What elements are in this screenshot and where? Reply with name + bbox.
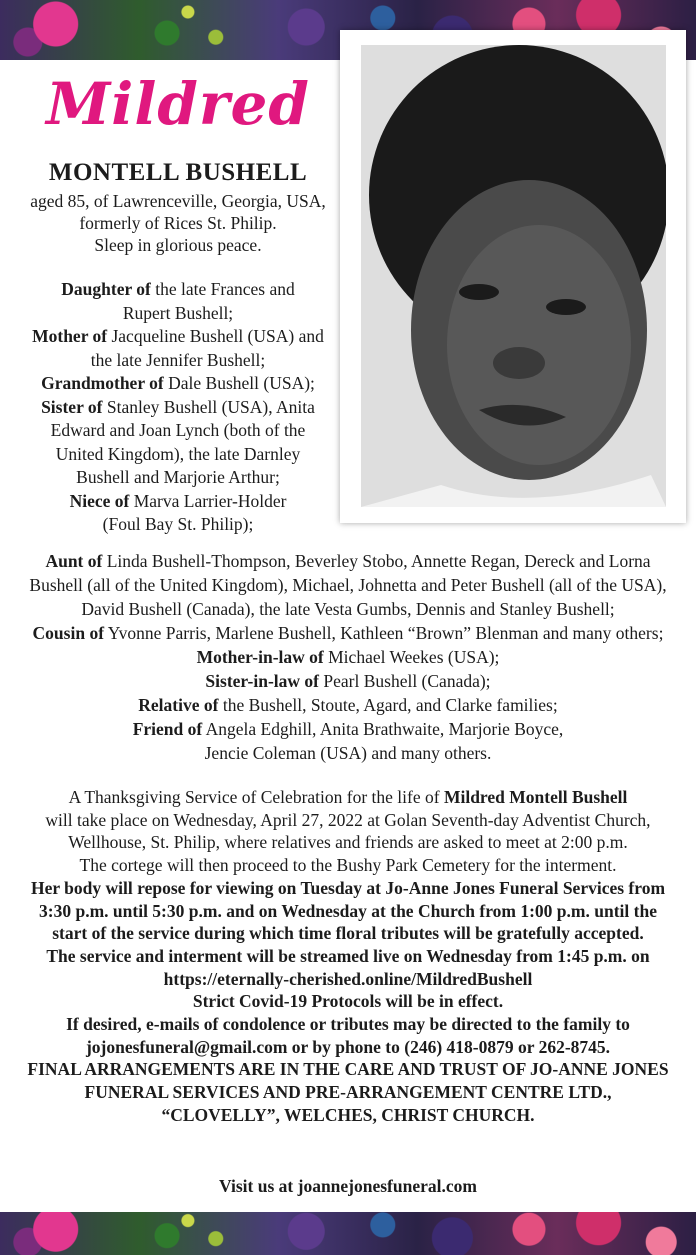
relation-label: Sister of (41, 396, 103, 417)
relation-line (0, 549, 696, 573)
relation-line (18, 490, 338, 514)
relation-text: United Kingdom), the late Darnley (55, 443, 301, 464)
relation-line (18, 513, 338, 537)
service-line-bold: Her body will repose for viewing on Tuesday at Jo-Anne Jones Funeral Services from (30, 877, 666, 898)
service-line: will take place on Wednesday, April 27, 2022 at Golan Seventh-day Adventist Church, (45, 809, 651, 830)
relation-text: Yvonne Parris, Marlene Bushell, Kathleen “Brown” Blenman and many others; (104, 623, 664, 643)
relation-line (0, 741, 696, 765)
service-line-bold: Strict Covid-19 Protocols will be in effect. (192, 991, 504, 1012)
relation-text: Angela Edghill, Anita Brathwaite, Marjorie Boyce, (202, 719, 564, 739)
relation-text: Michael Weekes (USA); (323, 647, 500, 667)
relation-text: David Bushell (Canada), the late Vesta Gumbs, Dennis and Stanley Bushell; (81, 599, 615, 619)
relation-line (18, 278, 338, 302)
service-line-bold: If desired, e-mails of condolence or tributes may be directed to the family to (66, 1014, 630, 1035)
service-intro-text: A Thanksgiving Service of Celebration for the life of (68, 787, 444, 807)
relation-line (18, 443, 338, 467)
portrait-illustration (361, 45, 666, 507)
relation-line (18, 419, 338, 443)
service-line: Wellhouse, St. Philip, where relatives and friends are asked to meet at 2:00 p.m. (68, 832, 628, 853)
relation-line (18, 325, 338, 349)
relation-text: Bushell (all of the United Kingdom), Michael, Johnetta and Peter Bushell (all of the USA), (29, 575, 667, 595)
intro-line: aged 85, of Lawrenceville, Georgia, USA, (30, 191, 326, 211)
relation-line (0, 597, 696, 621)
relation-line (0, 621, 696, 645)
relation-line (18, 349, 338, 373)
relation-line (18, 396, 338, 420)
portrait-frame (340, 30, 686, 523)
relation-label: Grandmother of (41, 373, 164, 393)
service-deceased-name: Mildred Montell Bushell (443, 787, 628, 807)
relation-label: Sister-in-law of (205, 671, 319, 691)
intro-line: formerly of Rices St. Philip. (79, 213, 277, 233)
service-line-bold: The service and interment will be streamed live on Wednesday from 1:45 p.m. on (46, 945, 650, 966)
relation-text: Stanley Bushell (USA), Anita (102, 396, 315, 417)
service-details (0, 786, 696, 1127)
service-line-bold: “CLOVELLY”, WELCHES, CHRIST CHURCH. (161, 1104, 535, 1125)
relation-label: Friend of (132, 719, 203, 739)
relations-narrow (18, 278, 338, 537)
intro-line: Sleep in glorious peace. (94, 235, 262, 255)
relation-label: Aunt of (45, 551, 103, 571)
service-line-bold: FUNERAL SERVICES AND PRE-ARRANGEMENT CENTRE LTD., (84, 1082, 612, 1103)
relation-text: (Foul Bay St. Philip); (102, 514, 254, 534)
full-name-heading: MONTELL BUSHELL (48, 159, 308, 186)
intro-block (18, 190, 338, 256)
relation-text: Marva Larrier-Holder (129, 490, 287, 511)
relation-line (0, 645, 696, 669)
relation-line (0, 717, 696, 741)
relation-label: Mother of (32, 326, 108, 346)
relation-line (18, 466, 338, 490)
relation-line (0, 573, 696, 597)
relation-text: the late Frances and (150, 279, 295, 299)
service-line: The cortege will then proceed to the Bushy Park Cemetery for the interment. (79, 855, 617, 876)
relation-text: Edward and Joan Lynch (both of the (50, 420, 306, 440)
service-line-bold: start of the service during which time floral tributes will be gratefully accepted. (52, 923, 644, 944)
relation-text: Dale Bushell (USA); (163, 373, 315, 393)
first-name-script: Mildred (46, 70, 310, 138)
relation-text: Jencie Coleman (USA) and many others. (204, 743, 492, 763)
relation-text: the Bushell, Stoute, Agard, and Clarke families; (218, 695, 558, 715)
relation-line (0, 693, 696, 717)
relation-line (18, 372, 338, 396)
relation-label: Niece of (69, 490, 130, 511)
relation-label: Mother-in-law of (196, 647, 324, 667)
stream-link[interactable]: https://eternally-cherished.online/MildredBushell (163, 968, 533, 989)
relation-text: Pearl Bushell (Canada); (319, 671, 491, 691)
relation-text: Jacqueline Bushell (USA) and (107, 326, 324, 346)
relation-line (0, 669, 696, 693)
contact-line[interactable]: jojonesfuneral@gmail.com or by phone to (246) 418-0879 or 262-8745. (85, 1036, 611, 1057)
relation-label: Relative of (138, 695, 219, 715)
website-link[interactable]: Visit us at joannejonesfuneral.com (219, 1176, 477, 1196)
relations-wide (0, 549, 696, 765)
portrait-photo (361, 45, 666, 507)
relation-line (18, 302, 338, 326)
relation-text: Linda Bushell-Thompson, Beverley Stobo, Annette Regan, Dereck and Lorna (102, 551, 651, 571)
relation-label: Cousin of (32, 623, 105, 643)
relation-text: Rupert Bushell; (122, 302, 234, 323)
relation-text: Bushell and Marjorie Arthur; (76, 467, 280, 487)
relation-label: Daughter of (61, 279, 151, 299)
service-line-bold: FINAL ARRANGEMENTS ARE IN THE CARE AND TRUST OF JO-ANNE JONES (27, 1059, 669, 1080)
relation-text: the late Jennifer Bushell; (90, 349, 266, 370)
service-line-bold: 3:30 p.m. until 5:30 p.m. and on Wednesday at the Church from 1:00 p.m. until the (39, 900, 657, 921)
floral-border-bottom (0, 1212, 696, 1255)
service-line (0, 786, 696, 809)
